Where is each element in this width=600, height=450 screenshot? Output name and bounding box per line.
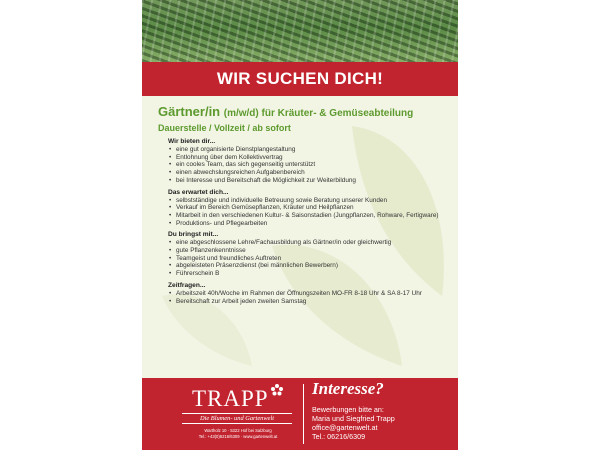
section-offer: [168, 138, 454, 185]
logo-name: TRAPP: [192, 386, 269, 411]
job-poster: [142, 0, 458, 450]
list-item: • bei Interesse und Bereitschaft die Möglichkeit zur Weiterbildung: [176, 177, 454, 185]
job-title: [158, 104, 454, 119]
headline-banner: [142, 62, 458, 96]
list-item: • gute Pflanzenkenntnisse: [176, 247, 454, 255]
interest-title: Interesse?: [312, 379, 384, 398]
headline-title: WIR SUCHEN DICH!: [216, 69, 384, 88]
greenhouse-photo: [142, 0, 458, 62]
section-list: [168, 239, 454, 278]
contact-email[interactable]: office@gartenwelt.at: [312, 423, 378, 432]
section-list: [168, 290, 454, 305]
section-heading: Du bringst mit...: [168, 231, 219, 239]
contact-block: [312, 405, 395, 441]
list-item: • abgeleisteten Präsenzdienst (bei männlichen Bewerbern): [176, 262, 454, 270]
footer-address: [178, 428, 298, 439]
section-requirements: [168, 231, 454, 278]
job-content: [158, 104, 454, 305]
list-item: • einen abwechslungsreichen Aufgabenbereich: [176, 169, 454, 177]
list-item: • eine gut organisierte Dienstplangestaltung: [176, 146, 454, 154]
job-title-main: Gärtner/in: [158, 104, 221, 119]
list-item: • Produktions- und Pflegearbeiten: [176, 220, 454, 228]
section-heading: Das erwartet dich...: [168, 188, 229, 196]
address-line: Wartholz 10 · 5322 Hof bei Salzburg: [204, 428, 272, 433]
section-expect: [168, 189, 454, 228]
list-item: • eine abgeschlossene Lehre/Fachausbildung als Gärtner/in oder gleichwertig: [176, 239, 454, 247]
section-list: [168, 197, 454, 228]
list-item: • Verkauf im Bereich Gemüsepflanzen, Kräuter und Heilpflanzen: [176, 204, 454, 212]
contact-line: Maria und Siegfried Trapp: [312, 414, 395, 423]
section-time: [168, 282, 454, 305]
footer: [142, 378, 458, 450]
job-meta: Dauerstelle / Vollzeit / ab sofort: [158, 123, 291, 133]
list-item: • ein cooles Team, das sich gegenseitig unterstützt: [176, 161, 454, 169]
list-item: • Führerschein B: [176, 270, 454, 278]
list-item: • selbstständige und individuelle Betreuung sowie Beratung unserer Kunden: [176, 197, 454, 205]
section-list: [168, 146, 454, 185]
list-item: • Bereitschaft zur Arbeit jeden zweiten Samstag: [176, 298, 454, 306]
list-item: • Mitarbeit in den verschiedenen Kultur- & Saisonstadien (Jungpflanzen, Rohware, Fertigware): [176, 212, 454, 220]
job-title-suffix: (m/w/d) für Kräuter- & Gemüseabteilung: [223, 108, 414, 119]
list-item: • Arbeitszeit 40h/Woche im Rahmen der Öffnungszeiten MO-FR 8-18 Uhr & SA 8-17 Uhr: [176, 290, 454, 298]
logo-tagline: Die Blumen- und Gartenwelt: [182, 413, 292, 424]
section-heading: Wir bieten dir...: [168, 138, 216, 145]
section-heading: Zeitfragen...: [168, 281, 206, 289]
address-line: Tel.: +43(0)6216/6309 · www.gartenwelt.at: [198, 433, 278, 439]
contact-phone[interactable]: Tel.: 06216/6309: [312, 432, 366, 441]
flower-icon: [270, 383, 284, 397]
list-item: • Entlohnung über dem Kollektivvertrag: [176, 154, 454, 162]
list-item: • Teamgeist und freundliches Auftreten: [176, 255, 454, 263]
footer-divider: [303, 384, 304, 444]
contact-line: Bewerbungen bitte an:: [312, 405, 384, 414]
